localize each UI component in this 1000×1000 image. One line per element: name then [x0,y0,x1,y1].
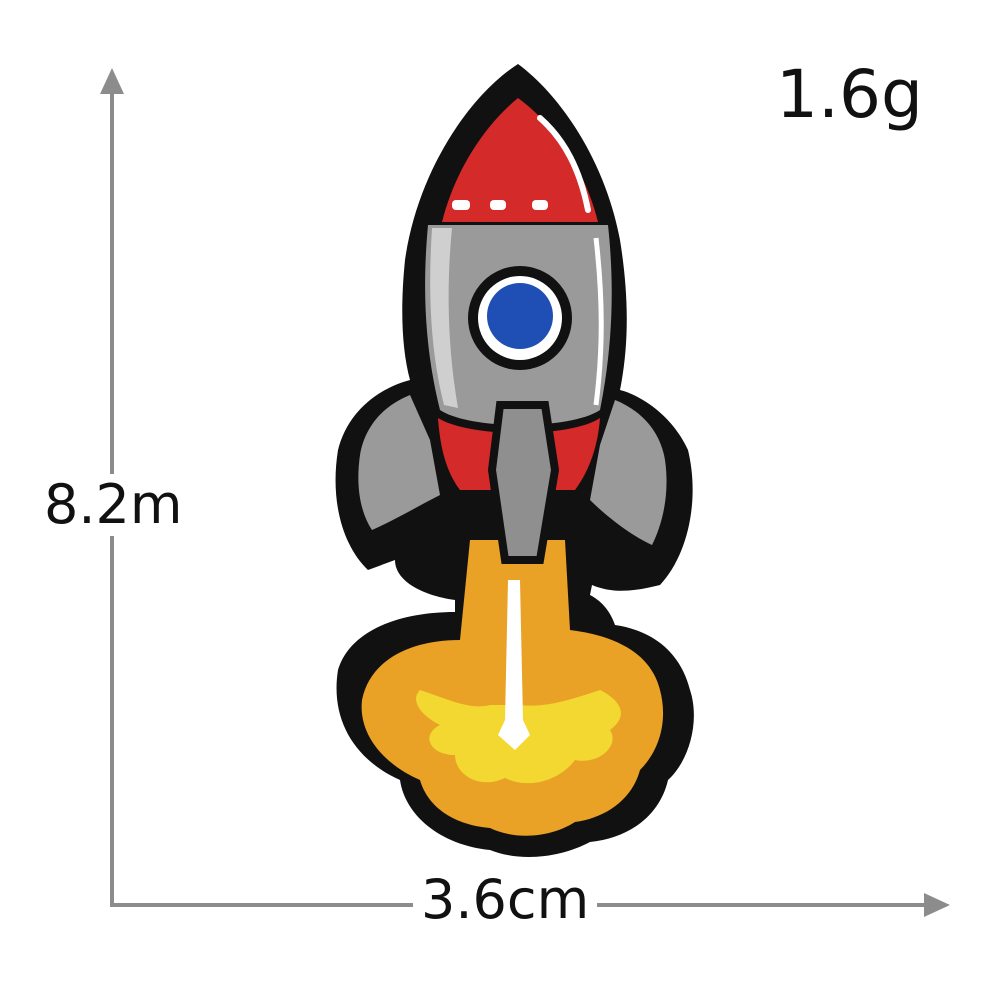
weight-label: 1.6g [776,56,923,133]
rocket-patch-image [336,64,694,857]
nose-dashes [452,200,548,210]
rocket-nozzle [492,405,555,560]
window-glass [487,283,553,349]
height-label: 8.2m [44,473,183,536]
width-label: 3.6cm [413,873,597,927]
